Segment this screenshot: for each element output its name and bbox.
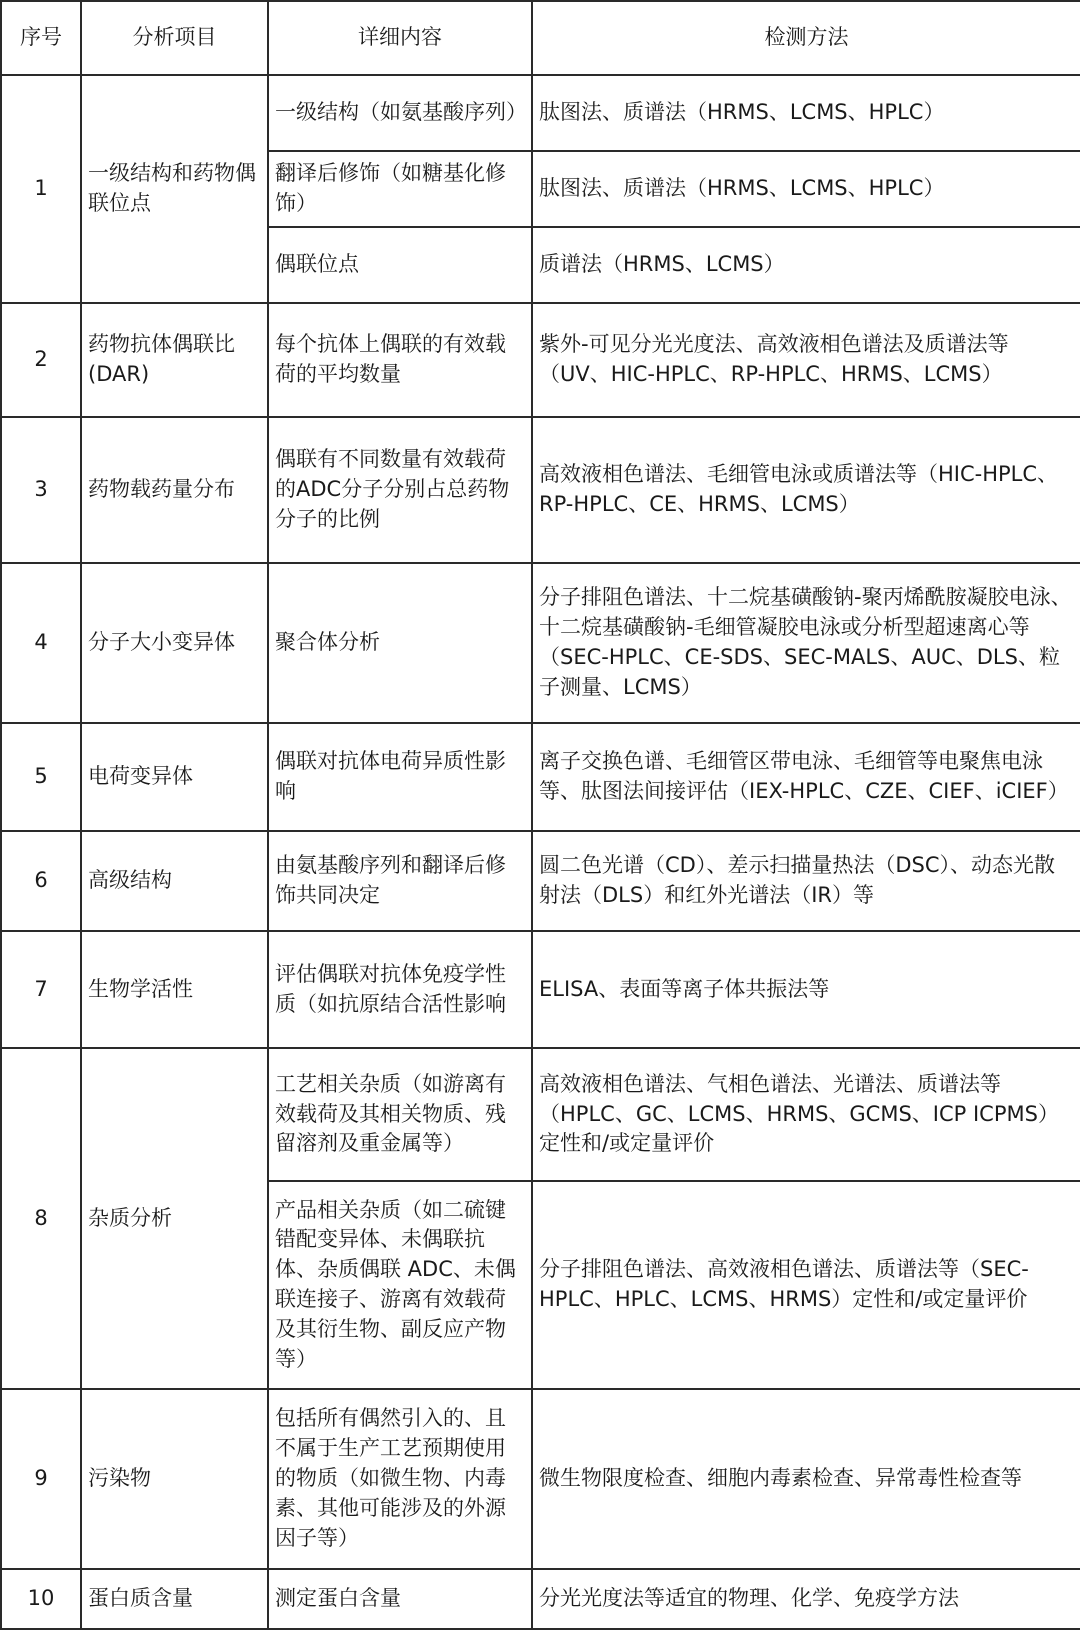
analysis-item: 一级结构和药物偶联位点 [81,75,268,303]
detail-cell: 评估偶联对抗体免疫学性质（如抗原结合活性影响 [268,931,532,1048]
table-row [1,1569,1080,1629]
header-item: 分析项目 [81,1,268,75]
method-cell: 分光光度法等适宜的物理、化学、免疫学方法 [532,1569,1080,1629]
detail-cell: 产品相关杂质（如二硫键错配变异体、未偶联抗体、杂质偶联 ADC、未偶联连接子、游离有效载荷及其衍生物、副反应产物等） [268,1181,532,1389]
row-number: 2 [1,303,81,417]
method-cell: 离子交换色谱、毛细管区带电泳、毛细管等电聚焦电泳等、肽图法间接评估（IEX-HPLC、CZE、CIEF、iCIEF） [532,723,1080,831]
detail-cell: 偶联对抗体电荷异质性影响 [268,723,532,831]
table-header-row [1,1,1080,75]
detail-cell: 翻译后修饰（如糖基化修饰） [268,151,532,227]
analysis-item: 分子大小变异体 [81,563,268,723]
method-cell: 分子排阻色谱法、高效液相色谱法、质谱法等（SEC-HPLC、HPLC、LCMS、HRMS）定性和/或定量评价 [532,1181,1080,1389]
table-row [1,723,1080,831]
row-number: 4 [1,563,81,723]
method-cell: 质谱法（HRMS、LCMS） [532,227,1080,303]
table-row [1,831,1080,931]
table-row [1,563,1080,723]
table-row [1,303,1080,417]
header-method: 检测方法 [532,1,1080,75]
table-row [1,1389,1080,1569]
method-cell: ELISA、表面等离子体共振法等 [532,931,1080,1048]
analysis-item: 电荷变异体 [81,723,268,831]
row-number: 8 [1,1048,81,1389]
method-cell: 高效液相色谱法、毛细管电泳或质谱法等（HIC-HPLC、RP-HPLC、CE、HRMS、LCMS） [532,417,1080,563]
row-number: 3 [1,417,81,563]
method-cell: 微生物限度检查、细胞内毒素检查、异常毒性检查等 [532,1389,1080,1569]
analysis-item: 蛋白质含量 [81,1569,268,1629]
table-row [1,75,1080,151]
analysis-item: 药物载药量分布 [81,417,268,563]
method-cell: 圆二色光谱（CD）、差示扫描量热法（DSC）、动态光散射法（DLS）和红外光谱法（IR）等 [532,831,1080,931]
table-row [1,931,1080,1048]
method-cell: 高效液相色谱法、气相色谱法、光谱法、质谱法等（HPLC、GC、LCMS、HRMS、GCMS、ICP ICPMS）定性和/或定量评价 [532,1048,1080,1181]
analysis-item: 污染物 [81,1389,268,1569]
detail-cell: 测定蛋白含量 [268,1569,532,1629]
row-number: 1 [1,75,81,303]
method-cell: 肽图法、质谱法（HRMS、LCMS、HPLC） [532,75,1080,151]
row-number: 6 [1,831,81,931]
row-number: 10 [1,1569,81,1629]
row-number: 7 [1,931,81,1048]
analysis-item: 药物抗体偶联比(DAR) [81,303,268,417]
analysis-item: 杂质分析 [81,1048,268,1389]
detail-cell: 每个抗体上偶联的有效载荷的平均数量 [268,303,532,417]
method-cell: 肽图法、质谱法（HRMS、LCMS、HPLC） [532,151,1080,227]
header-no: 序号 [1,1,81,75]
header-detail: 详细内容 [268,1,532,75]
method-cell: 分子排阻色谱法、十二烷基磺酸钠-聚丙烯酰胺凝胶电泳、十二烷基磺酸钠-毛细管凝胶电泳或分析型超速离心等（SEC-HPLC、CE-SDS、SEC-MALS、AUC、DLS、粒子测量、LCMS） [532,563,1080,723]
analysis-item: 生物学活性 [81,931,268,1048]
detail-cell: 一级结构（如氨基酸序列） [268,75,532,151]
detail-cell: 聚合体分析 [268,563,532,723]
detail-cell: 由氨基酸序列和翻译后修饰共同决定 [268,831,532,931]
row-number: 9 [1,1389,81,1569]
row-number: 5 [1,723,81,831]
detail-cell: 包括所有偶然引入的、且不属于生产工艺预期使用的物质（如微生物、内毒素、其他可能涉及的外源因子等） [268,1389,532,1569]
table-row [1,417,1080,563]
detail-cell: 工艺相关杂质（如游离有效载荷及其相关物质、残留溶剂及重金属等） [268,1048,532,1181]
method-cell: 紫外-可见分光光度法、高效液相色谱法及质谱法等（UV、HIC-HPLC、RP-HPLC、HRMS、LCMS） [532,303,1080,417]
detail-cell: 偶联有不同数量有效载荷的ADC分子分别占总药物分子的比例 [268,417,532,563]
analysis-item: 高级结构 [81,831,268,931]
table-row [1,1048,1080,1181]
detail-cell: 偶联位点 [268,227,532,303]
